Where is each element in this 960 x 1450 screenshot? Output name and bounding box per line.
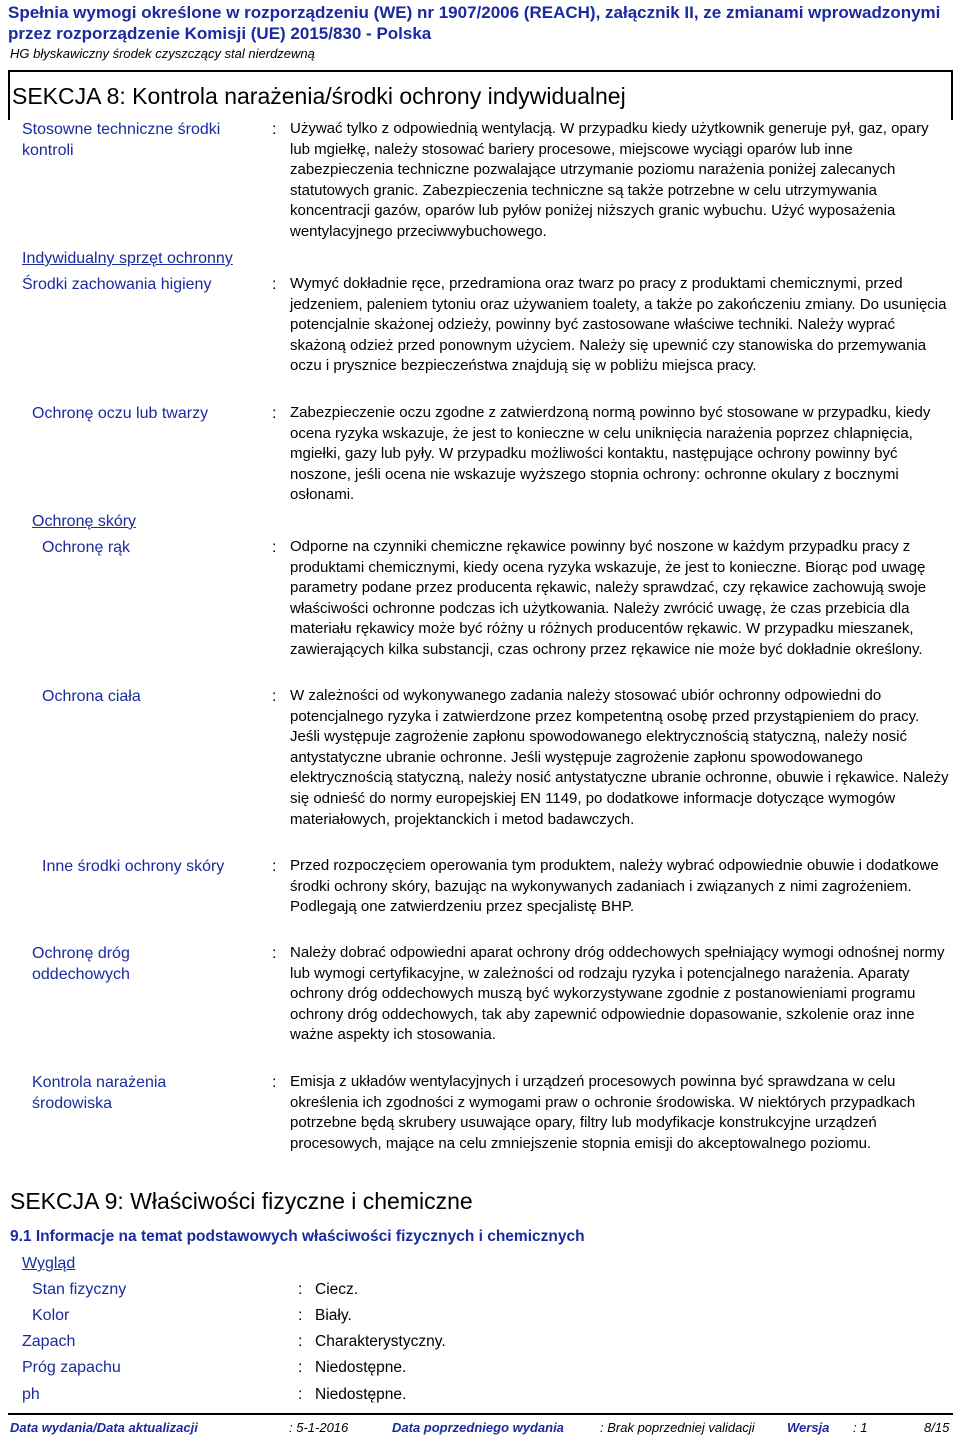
colon: : xyxy=(272,688,277,705)
color-value: Biały. xyxy=(315,1307,352,1324)
colon: : xyxy=(298,1333,303,1350)
eye-protection-label: Ochronę oczu lub twarzy xyxy=(32,405,209,422)
page-number: 8/15 xyxy=(924,1420,950,1435)
physical-state-value: Ciecz. xyxy=(315,1281,359,1298)
colon: : xyxy=(272,405,277,422)
odor-threshold-value: Niedostępne. xyxy=(315,1359,407,1376)
colon: : xyxy=(272,539,277,556)
issue-date-label: Data wydania/Data aktualizacji xyxy=(10,1420,198,1435)
colon: : xyxy=(298,1307,303,1324)
appearance-heading: Wygląd xyxy=(22,1255,76,1272)
hygiene-label: Środki zachowania higieny xyxy=(22,276,212,293)
section-8-title: SEKCJA 8: Kontrola narażenia/środki ochrony indywidualnej xyxy=(12,83,626,109)
other-skin-protection-text: Przed rozpoczęciem operowania tym produktem, należy wybrać odpowiednie obuwie i dodatkowe środki ochrony skóry, bazując na wykonywanych zadaniach i związanych z nimi zagrożeniem. Podlegają one zatwierdzeniu przez specjalistę BHP. xyxy=(290,857,939,916)
respiratory-protection-label: Ochronę dróg oddechowych xyxy=(32,945,130,983)
hygiene-text: Wymyć dokładnie ręce, przedramiona oraz twarz po pracy z produktami chemicznymi, przed jedzeniem, paleniem tytoniu oraz używaniem toalety, a także po zakończeniu zmiany. Do usunięcia potencjalnie skażonej odzieży, powinny być zastosowane właściwe techniki. Należy wyprać skażoną odzież przed ponownym użyciem. Należy się upewnić czy stanowiska do przemywania oczu i prysznice bezpieczeństwa znajdują się w pobliżu miejsca pracy. xyxy=(290,275,947,375)
color-label: Kolor xyxy=(32,1307,70,1324)
environmental-controls-label: Kontrola narażenia środowiska xyxy=(32,1074,167,1112)
regulation-header: Spełnia wymogi określone w rozporządzeniu (WE) nr 1907/2006 (REACH), załącznik II, ze zmianami wprowadzonymi przez rozporządzenie Komisji (UE) 2015/830 - Polska xyxy=(8,3,941,43)
body-protection-label: Ochrona ciała xyxy=(42,688,141,705)
colon: : xyxy=(272,858,277,875)
section-9-title: SEKCJA 9: Właściwości fizyczne i chemiczne xyxy=(10,1188,473,1214)
previous-issue-label: Data poprzedniego wydania xyxy=(392,1420,564,1435)
colon: : xyxy=(298,1281,303,1298)
odor-label: Zapach xyxy=(22,1333,76,1350)
ppe-heading: Indywidualny sprzęt ochronny xyxy=(22,250,233,267)
eye-protection-text: Zabezpieczenie oczu zgodne z zatwierdzoną normą powinno być stosowane w przypadku, kiedy ocena ryzyka wskazuje, że jest to konieczne w celu uniknięcia narażenia poprzez chlapnięcia, mgiełki, gazy lub pyły. W przypadku możliwości kontaktu, następujące ochrony powinny być noszone, jeśli ocena nie wskazuje wyższego stopnia ochrony: ochronne okulary z bocznymi osłonami. xyxy=(290,404,931,504)
hand-protection-label: Ochronę rąk xyxy=(42,539,131,556)
colon: : xyxy=(272,945,277,962)
physical-state-label: Stan fizyczny xyxy=(32,1281,127,1298)
colon: : xyxy=(272,276,277,293)
colon: : xyxy=(272,1074,277,1091)
version-value: : 1 xyxy=(853,1420,868,1435)
other-skin-protection-label: Inne środki ochrony skóry xyxy=(42,858,225,875)
odor-threshold-label: Próg zapachu xyxy=(22,1359,121,1376)
body-protection-text: W zależności od wykonywanego zadania należy stosować ubiór ochronny odpowiedni do potencjalnego ryzyka i zatwierdzone przez kompetentną osobę przed przystąpieniem do pracy. Jeśli występuje zagrożenie zapłonu spowodowanego elektrycznością statyczną, należy nosić antystatyczne ubranie ochronne. Jeśli występuje zagrożenie zapłonu spowodowanego elektrycznością statyczną, należy nosić antystatyczne ubranie ochronne, obuwie i rękawice. Należy się odnieść do normy europejskiej EN 1149, po dodatkowe informacje dotyczące wymogów materiałowych, projektanckich i metod badawczych. xyxy=(290,687,949,828)
section-9-1-subtitle: 9.1 Informacje na temat podstawowych właściwości fizycznych i chemicznych xyxy=(10,1228,585,1245)
footer-divider xyxy=(8,1413,953,1415)
engineering-controls-label: Stosowne techniczne środki kontroli xyxy=(22,121,221,159)
ph-value: Niedostępne. xyxy=(315,1386,407,1403)
version-label: Wersja xyxy=(787,1420,830,1435)
odor-value: Charakterystyczny. xyxy=(315,1333,446,1350)
issue-date-value: : 5-1-2016 xyxy=(289,1420,349,1435)
engineering-controls-text: Używać tylko z odpowiednią wentylacją. W przypadku kiedy użytkownik generuje pył, gaz, opary lub mgiełkę, należy stosować bariery procesowe, miejscowe wyciągi oparów lub inne zabezpieczenia techniczne pozwalające utrzymanie poziomu narażenia poniżej zalecanych statutowych granic. Zabezpieczenia techniczne są także potrzebne w celu utrzymywania koncentracji gazów, oparów lub pyłów poniżej niższych granic wybuchu. Użyć wyposażenia wentylacyjnego przeciwwybuchowego. xyxy=(290,120,929,240)
colon: : xyxy=(298,1359,303,1376)
skin-protection-heading: Ochronę skóry xyxy=(32,513,137,530)
environmental-controls-text: Emisja z układów wentylacyjnych i urządzeń procesowych powinna być sprawdzana w celu określenia ich zgodności z wymogami praw o ochronie środowiska. W niektórych przypadkach potrzebne będą skrubery usuwające opary, filtry lub modyfikacje konstrukcyjne urządzeń procesowych, mające na celu zmniejszenie stopnia emisji do akceptowalnego poziomu. xyxy=(290,1073,916,1152)
previous-issue-value: : Brak poprzedniej validacji xyxy=(600,1420,755,1435)
respiratory-protection-text: Należy dobrać odpowiedni aparat ochrony dróg oddechowych spełniający wymogi odnośnej normy lub wymogi certyfikacyjne, w zależności od rodzaju ryzyka i potencjalnego narażenia. Aparaty ochrony dróg oddechowych muszą być wykorzystywane zgodnie z postanowieniami programu ochrony dróg oddechowych, tak aby zapewnić odpowiednie dopasowanie, szkolenie oraz inne ważne aspekty ich stosowania. xyxy=(290,944,945,1044)
colon: : xyxy=(298,1386,303,1403)
hand-protection-text: Odporne na czynniki chemiczne rękawice powinny być noszone w każdym przypadku pracy z produktami chemicznymi, kiedy ocena ryzyka wskazuje, że jest to konieczne. Biorąc pod uwagę parametry podane przez producenta rękawic, należy sprawdzać, czy rękawice zachowują swoje właściwości ochronne podczas ich użytkowania. Należy zwrócić uwagę, że czas przebicia dla materiału rękawicy może być różny u różnych producentów rękawic. W przypadku mieszanek, zawierających kilka substancji, czas ochrony przez rękawice nie może być dokładnie określony. xyxy=(290,538,927,658)
product-name: HG błyskawiczny środek czyszczący stal nierdzewną xyxy=(10,46,315,61)
colon: : xyxy=(272,121,277,138)
ph-label: ph xyxy=(22,1386,40,1403)
